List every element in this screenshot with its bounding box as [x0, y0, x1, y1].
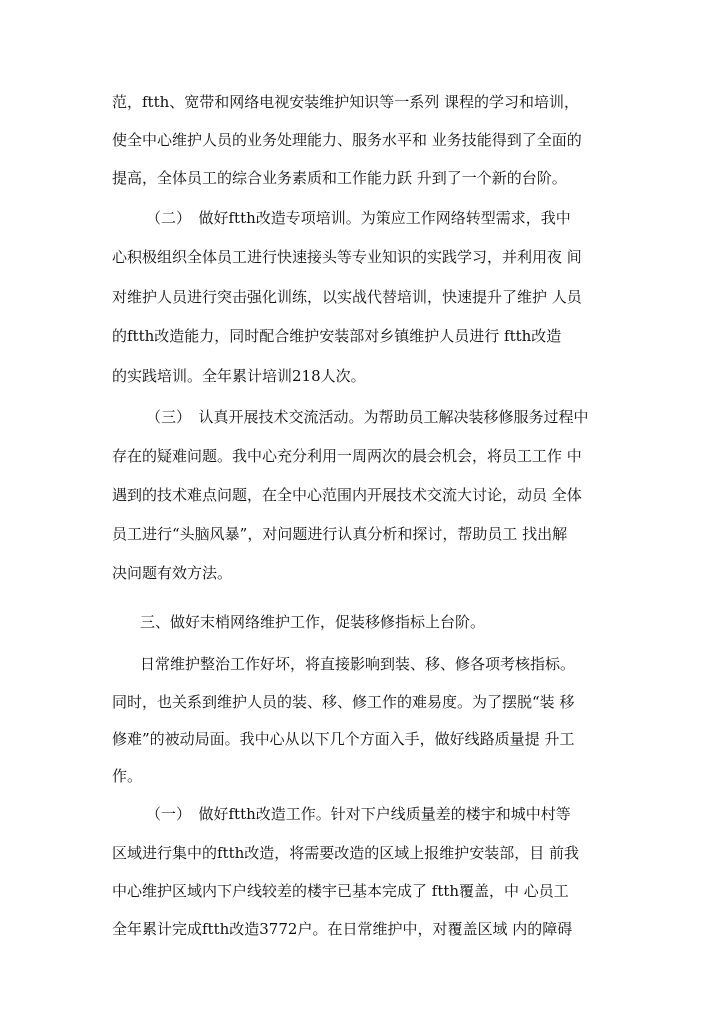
text-line: 员工进行“头脑风暴”，对问题进行认真分析和探讨，帮助员工 找出解 [112, 525, 568, 543]
text-line: 决问题有效方法。 [112, 564, 233, 582]
text-line: 同时，也关系到维护人员的装、移、修工作的难易度。为了摆脱“装 移 [112, 693, 575, 711]
text-line: 日常维护整治工作好坏，将直接影响到装、移、修各项考核指标。 [140, 655, 576, 673]
text-line: 的实践培训。全年累计培训218人次。 [112, 367, 366, 385]
text-line: 提高，全体员工的综合业务素质和工作能力跃 升到了一个新的台阶。 [112, 169, 567, 187]
section-heading: 三、做好末梢网络维护工作，促装移修指标上台阶。 [140, 613, 486, 631]
text-line: 的ftth改造能力，同时配合维护安装部对乡镇维护人员进行 ftth改造 [112, 327, 562, 345]
text-line: 心积极组织全体员工进行快速接头等专业知识的实践学习，并利用夜 间 [112, 248, 582, 266]
text-line: 修难”的被动局面。我中心从以下几个方面入手，做好线路质量提 升工 [112, 730, 575, 748]
text-line: 使全中心维护人员的业务处理能力、服务水平和 业务技能得到了全面的 [112, 131, 582, 149]
text-line: 作。 [112, 767, 143, 785]
text-line: （一） 做好ftth改造工作。针对下户线质量差的楼宇和城中村等 [146, 805, 571, 823]
text-line: 区域进行集中的ftth改造，将需要改造的区域上报维护安装部，目 前我 [112, 844, 580, 862]
text-line: 遇到的技术难点问题，在全中心范围内开展技术交流大讨论，动员 全体 [112, 486, 582, 504]
text-line: 全年累计完成ftth改造3772户。在日常维护中，对覆盖区域 内的障碍 [112, 920, 573, 938]
text-line: 中心维护区域内下户线较差的楼宇已基本完成了 ftth覆盖，中 心员工 [112, 882, 569, 900]
text-line: 对维护人员进行突击强化训练，以实战代替培训，快速提升了维护 人员 [112, 288, 582, 306]
text-line: 存在的疑难问题。我中心充分利用一周两次的晨会机会，将员工工作 中 [112, 447, 582, 465]
text-line: （二） 做好ftth改造专项培训。为策应工作网络转型需求，我中 [146, 209, 571, 227]
text-line: 范，ftth、宽带和网络电视安装维护知识等一系列 课程的学习和培训， [112, 93, 580, 111]
text-line: （三） 认真开展技术交流活动。为帮助员工解决装移修服务过程中 [146, 408, 589, 426]
